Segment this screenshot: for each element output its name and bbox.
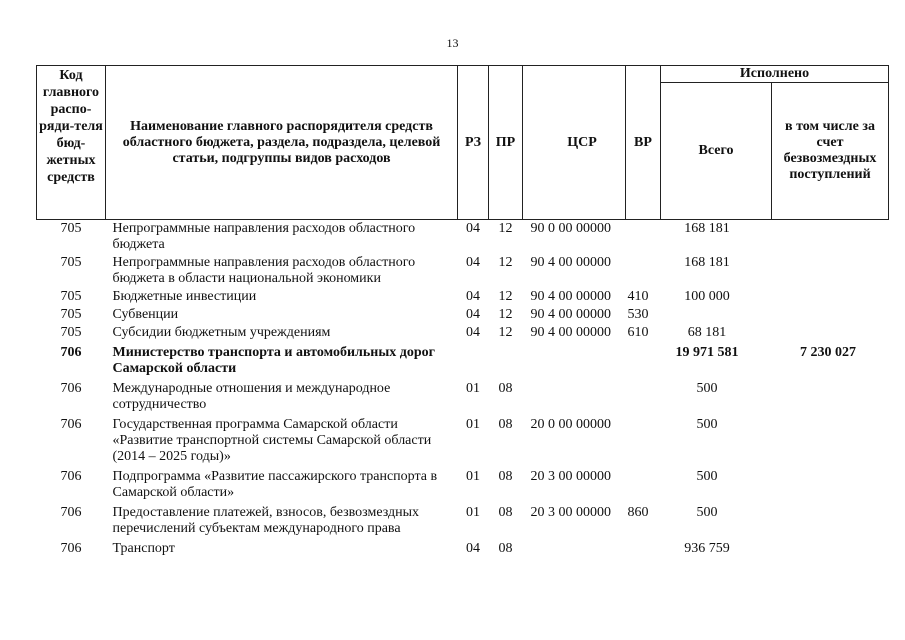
cell-vr bbox=[626, 538, 661, 558]
table-body bbox=[37, 220, 889, 559]
cell-vr bbox=[626, 414, 661, 466]
cell-pr bbox=[489, 342, 523, 378]
cell-csr: 20 0 00 00000 bbox=[530, 417, 611, 432]
cell-rz: 04 bbox=[466, 289, 480, 304]
cell-csr: 90 4 00 00000 bbox=[530, 255, 611, 270]
header-csr-label: ЦСР bbox=[567, 134, 597, 150]
cell-code: 706 bbox=[60, 345, 82, 360]
header-name: Наименование главного распорядителя средств областного бюджета, раздела, подраздела, целевой статьи, подгруппы видов расходов bbox=[106, 66, 458, 220]
header-code: Код главного распо-ряди-теля бюд-жетных средств bbox=[37, 66, 106, 220]
table-row bbox=[37, 288, 889, 306]
table-row bbox=[37, 254, 889, 288]
cell-total: 500 bbox=[696, 417, 718, 432]
cell-pr: 08 bbox=[498, 505, 513, 520]
cell-free bbox=[772, 538, 889, 558]
cell-csr: 20 3 00 00000 bbox=[530, 469, 611, 484]
cell-csr bbox=[523, 342, 626, 378]
header-rz: РЗ bbox=[458, 66, 489, 220]
cell-total: 19 971 581 bbox=[675, 345, 739, 360]
cell-total: 500 bbox=[696, 469, 718, 484]
table-row bbox=[37, 342, 889, 378]
page-number: 13 bbox=[446, 36, 459, 50]
cell-rz: 04 bbox=[466, 255, 480, 270]
table-row bbox=[37, 466, 889, 502]
cell-pr: 12 bbox=[498, 307, 513, 322]
cell-code: 705 bbox=[60, 325, 82, 340]
cell-pr: 12 bbox=[498, 289, 513, 304]
cell-code: 706 bbox=[60, 381, 82, 396]
cell-name: Субвенции bbox=[112, 307, 179, 322]
cell-csr: 90 4 00 00000 bbox=[530, 307, 611, 322]
cell-total bbox=[661, 306, 772, 324]
table-row bbox=[37, 414, 889, 466]
cell-csr bbox=[523, 378, 626, 414]
cell-name: Предоставление платежей, взносов, безвозмездных перечислений субъектам международного права bbox=[112, 505, 420, 536]
cell-pr: 08 bbox=[498, 381, 513, 396]
header-vr: ВР bbox=[626, 66, 661, 220]
cell-free bbox=[772, 414, 889, 466]
cell-vr bbox=[626, 254, 661, 288]
cell-code: 706 bbox=[60, 541, 82, 556]
cell-pr: 12 bbox=[498, 221, 513, 236]
cell-total: 500 bbox=[696, 505, 718, 520]
cell-free bbox=[772, 220, 889, 255]
cell-name: Субсидии бюджетным учреждениям bbox=[112, 325, 331, 340]
cell-pr: 08 bbox=[498, 469, 513, 484]
cell-vr: 860 bbox=[627, 505, 649, 520]
cell-code: 706 bbox=[60, 417, 82, 432]
cell-vr: 530 bbox=[627, 307, 649, 322]
header-free: в том числе за счет безвозмездных поступлений bbox=[772, 83, 889, 220]
cell-rz: 04 bbox=[466, 541, 480, 556]
cell-vr bbox=[626, 378, 661, 414]
cell-name: Непрограммные направления расходов областного бюджета bbox=[112, 221, 416, 252]
cell-pr: 12 bbox=[498, 255, 513, 270]
cell-name: Транспорт bbox=[112, 541, 175, 556]
cell-free bbox=[772, 466, 889, 502]
cell-rz: 04 bbox=[466, 307, 480, 322]
cell-free bbox=[772, 288, 889, 306]
cell-rz: 01 bbox=[466, 417, 480, 432]
cell-free bbox=[772, 378, 889, 414]
cell-free bbox=[772, 502, 889, 538]
cell-name: Государственная программа Самарской области «Развитие транспортной системы Самарской области (2014 – 2025 годы)» bbox=[112, 417, 432, 464]
cell-pr: 08 bbox=[498, 417, 513, 432]
cell-total: 68 181 bbox=[687, 325, 727, 340]
header-pr: ПР bbox=[489, 66, 523, 220]
cell-free bbox=[772, 254, 889, 288]
cell-rz: 01 bbox=[466, 505, 480, 520]
table-row bbox=[37, 306, 889, 324]
header-executed: Исполнено bbox=[661, 66, 889, 83]
cell-name: Бюджетные инвестиции bbox=[112, 289, 257, 304]
cell-csr: 90 4 00 00000 bbox=[530, 289, 611, 304]
cell-name: Подпрограмма «Развитие пассажирского транспорта в Самарской области» bbox=[112, 469, 438, 500]
cell-code: 706 bbox=[60, 469, 82, 484]
header-total: Всего bbox=[661, 83, 772, 220]
cell-rz bbox=[458, 342, 489, 378]
cell-total: 168 181 bbox=[684, 255, 730, 270]
table-row bbox=[37, 378, 889, 414]
cell-total: 936 759 bbox=[684, 541, 730, 556]
table-row bbox=[37, 220, 889, 255]
cell-rz: 04 bbox=[466, 221, 480, 236]
cell-total: 500 bbox=[696, 381, 718, 396]
cell-free bbox=[772, 324, 889, 342]
cell-free: 7 230 027 bbox=[800, 345, 856, 360]
cell-pr: 12 bbox=[498, 325, 513, 340]
cell-total: 100 000 bbox=[684, 289, 730, 304]
cell-vr bbox=[626, 342, 661, 378]
table-header bbox=[37, 66, 889, 220]
cell-csr bbox=[523, 538, 626, 558]
header-csr bbox=[523, 66, 626, 220]
budget-table bbox=[36, 65, 889, 558]
cell-name: Непрограммные направления расходов областного бюджета в области национальной экономики bbox=[112, 255, 416, 286]
cell-name: Международные отношения и международное сотрудничество bbox=[112, 381, 391, 412]
table-row bbox=[37, 502, 889, 538]
cell-csr: 90 4 00 00000 bbox=[530, 325, 611, 340]
cell-vr: 410 bbox=[627, 289, 649, 304]
cell-rz: 04 bbox=[466, 325, 480, 340]
cell-name: Министерство транспорта и автомобильных дорог Самарской области bbox=[112, 345, 435, 376]
cell-csr: 90 0 00 00000 bbox=[530, 221, 611, 236]
cell-vr bbox=[626, 466, 661, 502]
cell-code: 705 bbox=[60, 289, 82, 304]
cell-code: 705 bbox=[60, 307, 82, 322]
cell-code: 705 bbox=[60, 221, 82, 236]
table-row bbox=[37, 538, 889, 558]
cell-total: 168 181 bbox=[684, 221, 730, 236]
cell-csr: 20 3 00 00000 bbox=[530, 505, 611, 520]
cell-vr: 610 bbox=[627, 325, 649, 340]
cell-vr bbox=[626, 220, 661, 255]
cell-free bbox=[772, 306, 889, 324]
cell-rz: 01 bbox=[466, 469, 480, 484]
cell-rz: 01 bbox=[466, 381, 480, 396]
cell-pr: 08 bbox=[498, 541, 513, 556]
table-row bbox=[37, 324, 889, 342]
cell-code: 705 bbox=[60, 255, 82, 270]
cell-code: 706 bbox=[60, 505, 82, 520]
